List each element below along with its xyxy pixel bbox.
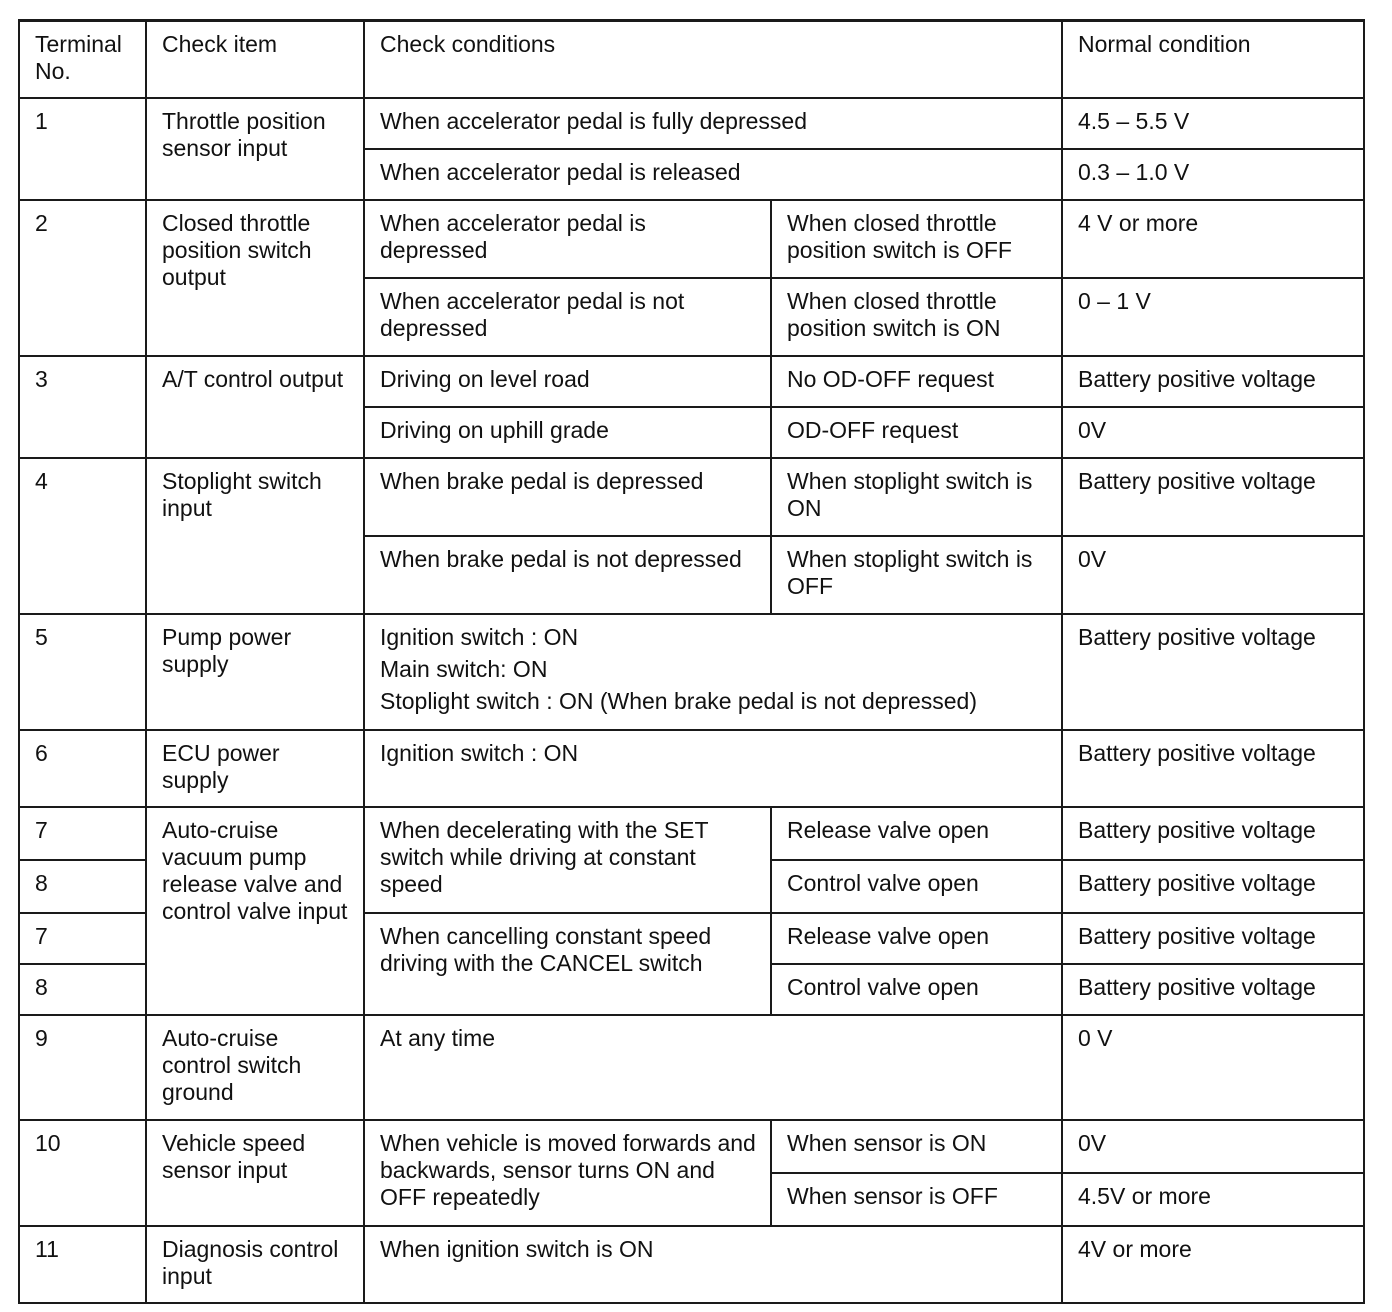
check-sub-condition: When stoplight switch is ON xyxy=(771,458,1062,536)
terminal-check-table xyxy=(18,19,1365,1304)
terminal-number: 6 xyxy=(19,730,146,807)
normal-condition: Battery positive voltage xyxy=(1062,458,1364,536)
terminal-number: 1 xyxy=(19,98,146,200)
table-row xyxy=(19,1120,1364,1173)
normal-condition: Battery positive voltage xyxy=(1062,860,1364,913)
check-item: Auto-cruise control switch ground xyxy=(146,1015,364,1120)
check-condition: When cancelling constant speed driving with the CANCEL switch xyxy=(364,913,771,1015)
check-sub-condition: When sensor is ON xyxy=(771,1120,1062,1173)
table-row xyxy=(19,458,1364,536)
check-condition: When brake pedal is not depressed xyxy=(364,536,771,614)
check-condition: When accelerator pedal is not depressed xyxy=(364,278,771,356)
check-condition: When ignition switch is ON xyxy=(364,1226,1062,1303)
check-condition: Ignition switch : ON xyxy=(364,730,1062,807)
normal-condition: 4.5 – 5.5 V xyxy=(1062,98,1364,149)
header-check-conditions: Check conditions xyxy=(364,21,1062,98)
header-terminal-no: Terminal No. xyxy=(19,21,146,98)
normal-condition: Battery positive voltage xyxy=(1062,913,1364,964)
terminal-number: 10 xyxy=(19,1120,146,1226)
table-row xyxy=(19,730,1364,807)
check-item: Vehicle speed sensor input xyxy=(146,1120,364,1226)
table-row xyxy=(19,614,1364,730)
check-sub-condition: When sensor is OFF xyxy=(771,1173,1062,1226)
normal-condition: 0 V xyxy=(1062,1015,1364,1120)
normal-condition: 4.5V or more xyxy=(1062,1173,1364,1226)
check-condition: When brake pedal is depressed xyxy=(364,458,771,536)
check-item: ECU power supply xyxy=(146,730,364,807)
normal-condition: Battery positive voltage xyxy=(1062,964,1364,1015)
table-row xyxy=(19,1226,1364,1303)
check-item: Closed throttle position switch output xyxy=(146,200,364,356)
check-sub-condition: When closed throttle position switch is ON xyxy=(771,278,1062,356)
table-row xyxy=(19,98,1364,149)
normal-condition: 0V xyxy=(1062,1120,1364,1173)
check-condition: When vehicle is moved forwards and backwards, sensor turns ON and OFF repeatedly xyxy=(364,1120,771,1226)
terminal-number: 7 xyxy=(19,807,146,860)
check-condition: At any time xyxy=(364,1015,1062,1120)
table-row xyxy=(19,200,1364,278)
check-sub-condition: Release valve open xyxy=(771,807,1062,860)
normal-condition: 0 – 1 V xyxy=(1062,278,1364,356)
terminal-number: 5 xyxy=(19,614,146,730)
check-item: Throttle position sensor input xyxy=(146,98,364,200)
check-item: Auto-cruise vacuum pump release valve and control valve input xyxy=(146,807,364,1015)
normal-condition: Battery positive voltage xyxy=(1062,356,1364,407)
check-condition: Driving on uphill grade xyxy=(364,407,771,458)
check-condition: When accelerator pedal is fully depressed xyxy=(364,98,1062,149)
check-item: Pump power supply xyxy=(146,614,364,730)
terminal-number: 2 xyxy=(19,200,146,356)
check-item: Stoplight switch input xyxy=(146,458,364,614)
normal-condition: 0V xyxy=(1062,407,1364,458)
normal-condition: 4 V or more xyxy=(1062,200,1364,278)
header-row xyxy=(19,21,1364,98)
table-row xyxy=(19,356,1364,407)
normal-condition: 0V xyxy=(1062,536,1364,614)
terminal-number: 8 xyxy=(19,964,146,1015)
check-condition: Driving on level road xyxy=(364,356,771,407)
check-condition: When accelerator pedal is depressed xyxy=(364,200,771,278)
terminal-number: 9 xyxy=(19,1015,146,1120)
check-condition: When decelerating with the SET switch while driving at constant speed xyxy=(364,807,771,913)
terminal-number: 7 xyxy=(19,913,146,964)
terminal-number: 8 xyxy=(19,860,146,913)
header-check-item: Check item xyxy=(146,21,364,98)
check-condition: When accelerator pedal is released xyxy=(364,149,1062,200)
check-sub-condition: When closed throttle position switch is OFF xyxy=(771,200,1062,278)
check-condition: Ignition switch : ON Main switch: ON Stoplight switch : ON (When brake pedal is not depressed) xyxy=(364,614,1062,730)
terminal-number: 11 xyxy=(19,1226,146,1303)
check-sub-condition: Release valve open xyxy=(771,913,1062,964)
check-sub-condition: When stoplight switch is OFF xyxy=(771,536,1062,614)
terminal-number: 3 xyxy=(19,356,146,458)
table-row xyxy=(19,807,1364,860)
check-item: Diagnosis control input xyxy=(146,1226,364,1303)
normal-condition: 0.3 – 1.0 V xyxy=(1062,149,1364,200)
normal-condition: 4V or more xyxy=(1062,1226,1364,1303)
check-item: A/T control output xyxy=(146,356,364,458)
check-sub-condition: OD-OFF request xyxy=(771,407,1062,458)
normal-condition: Battery positive voltage xyxy=(1062,730,1364,807)
check-sub-condition: No OD-OFF request xyxy=(771,356,1062,407)
normal-condition: Battery positive voltage xyxy=(1062,614,1364,730)
normal-condition: Battery positive voltage xyxy=(1062,807,1364,860)
terminal-number: 4 xyxy=(19,458,146,614)
check-sub-condition: Control valve open xyxy=(771,964,1062,1015)
table-row xyxy=(19,1015,1364,1120)
header-normal-condition: Normal condition xyxy=(1062,21,1364,98)
check-sub-condition: Control valve open xyxy=(771,860,1062,913)
